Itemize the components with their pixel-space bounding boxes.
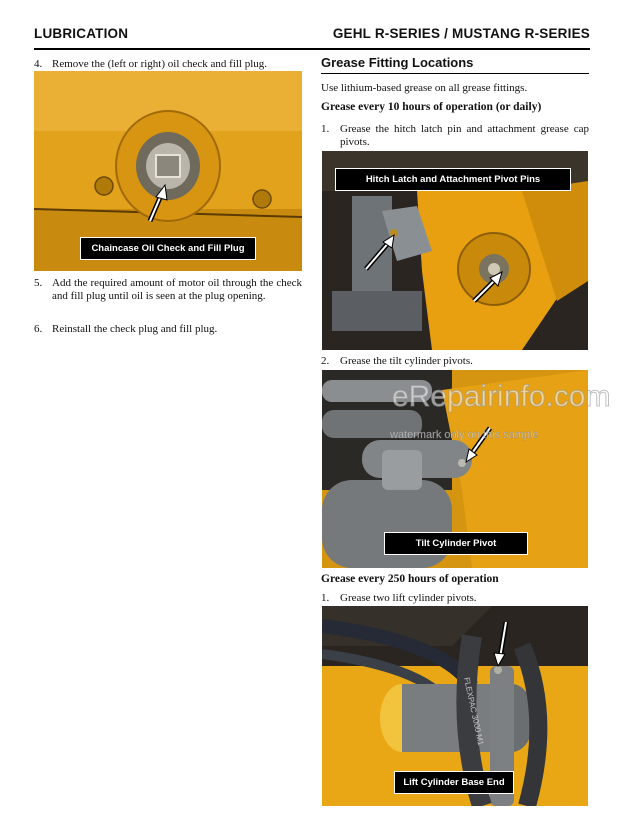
step-4-text: Remove the (left or right) oil check and fill plug. — [52, 58, 268, 70]
step-5-number: 5. — [34, 277, 43, 289]
grease-step-2-number: 2. — [321, 355, 330, 367]
subheading-250-hours: Grease every 250 hours of operation — [321, 573, 499, 585]
watermark-note: watermark only on this sample — [390, 429, 539, 441]
grease-step-1-number: 1. — [321, 123, 330, 135]
header-rule — [34, 48, 590, 50]
grease-step-2-text: Grease the tilt cylinder pivots. — [340, 355, 473, 367]
step-5-text: Add the required amount of motor oil through the check and fill plug until oil is seen at the plug opening. — [52, 277, 302, 302]
header-manual-title: GEHL R-SERIES / MUSTANG R-SERIES — [332, 26, 590, 41]
caption-chaincase: Chaincase Oil Check and Fill Plug — [80, 237, 256, 260]
caption-tilt-cylinder: Tilt Cylinder Pivot — [384, 532, 528, 555]
watermark-site: eRepairinfo.com — [392, 380, 611, 413]
caption-lift-cylinder: Lift Cylinder Base End — [394, 771, 514, 794]
step-6-number: 6. — [34, 323, 43, 335]
grease-intro: Use lithium-based grease on all grease fittings. — [321, 82, 528, 94]
grease-step-lift-number: 1. — [321, 592, 330, 604]
section-title: Grease Fitting Locations — [321, 55, 589, 74]
subheading-10-hours: Grease every 10 hours of operation (or daily) — [321, 101, 542, 113]
hose-print-text: FLEXPAC 3000 M1 — [462, 676, 486, 747]
step-6-text: Reinstall the check plug and fill plug. — [52, 323, 218, 335]
grease-step-lift-text: Grease two lift cylinder pivots. — [340, 592, 477, 604]
header-section-title: LUBRICATION — [34, 26, 129, 41]
caption-hitch-latch: Hitch Latch and Attachment Pivot Pins — [335, 168, 571, 191]
grease-step-1-text: Grease the hitch latch pin and attachment grease cap pivots. — [340, 123, 589, 148]
step-4-number: 4. — [34, 58, 43, 70]
